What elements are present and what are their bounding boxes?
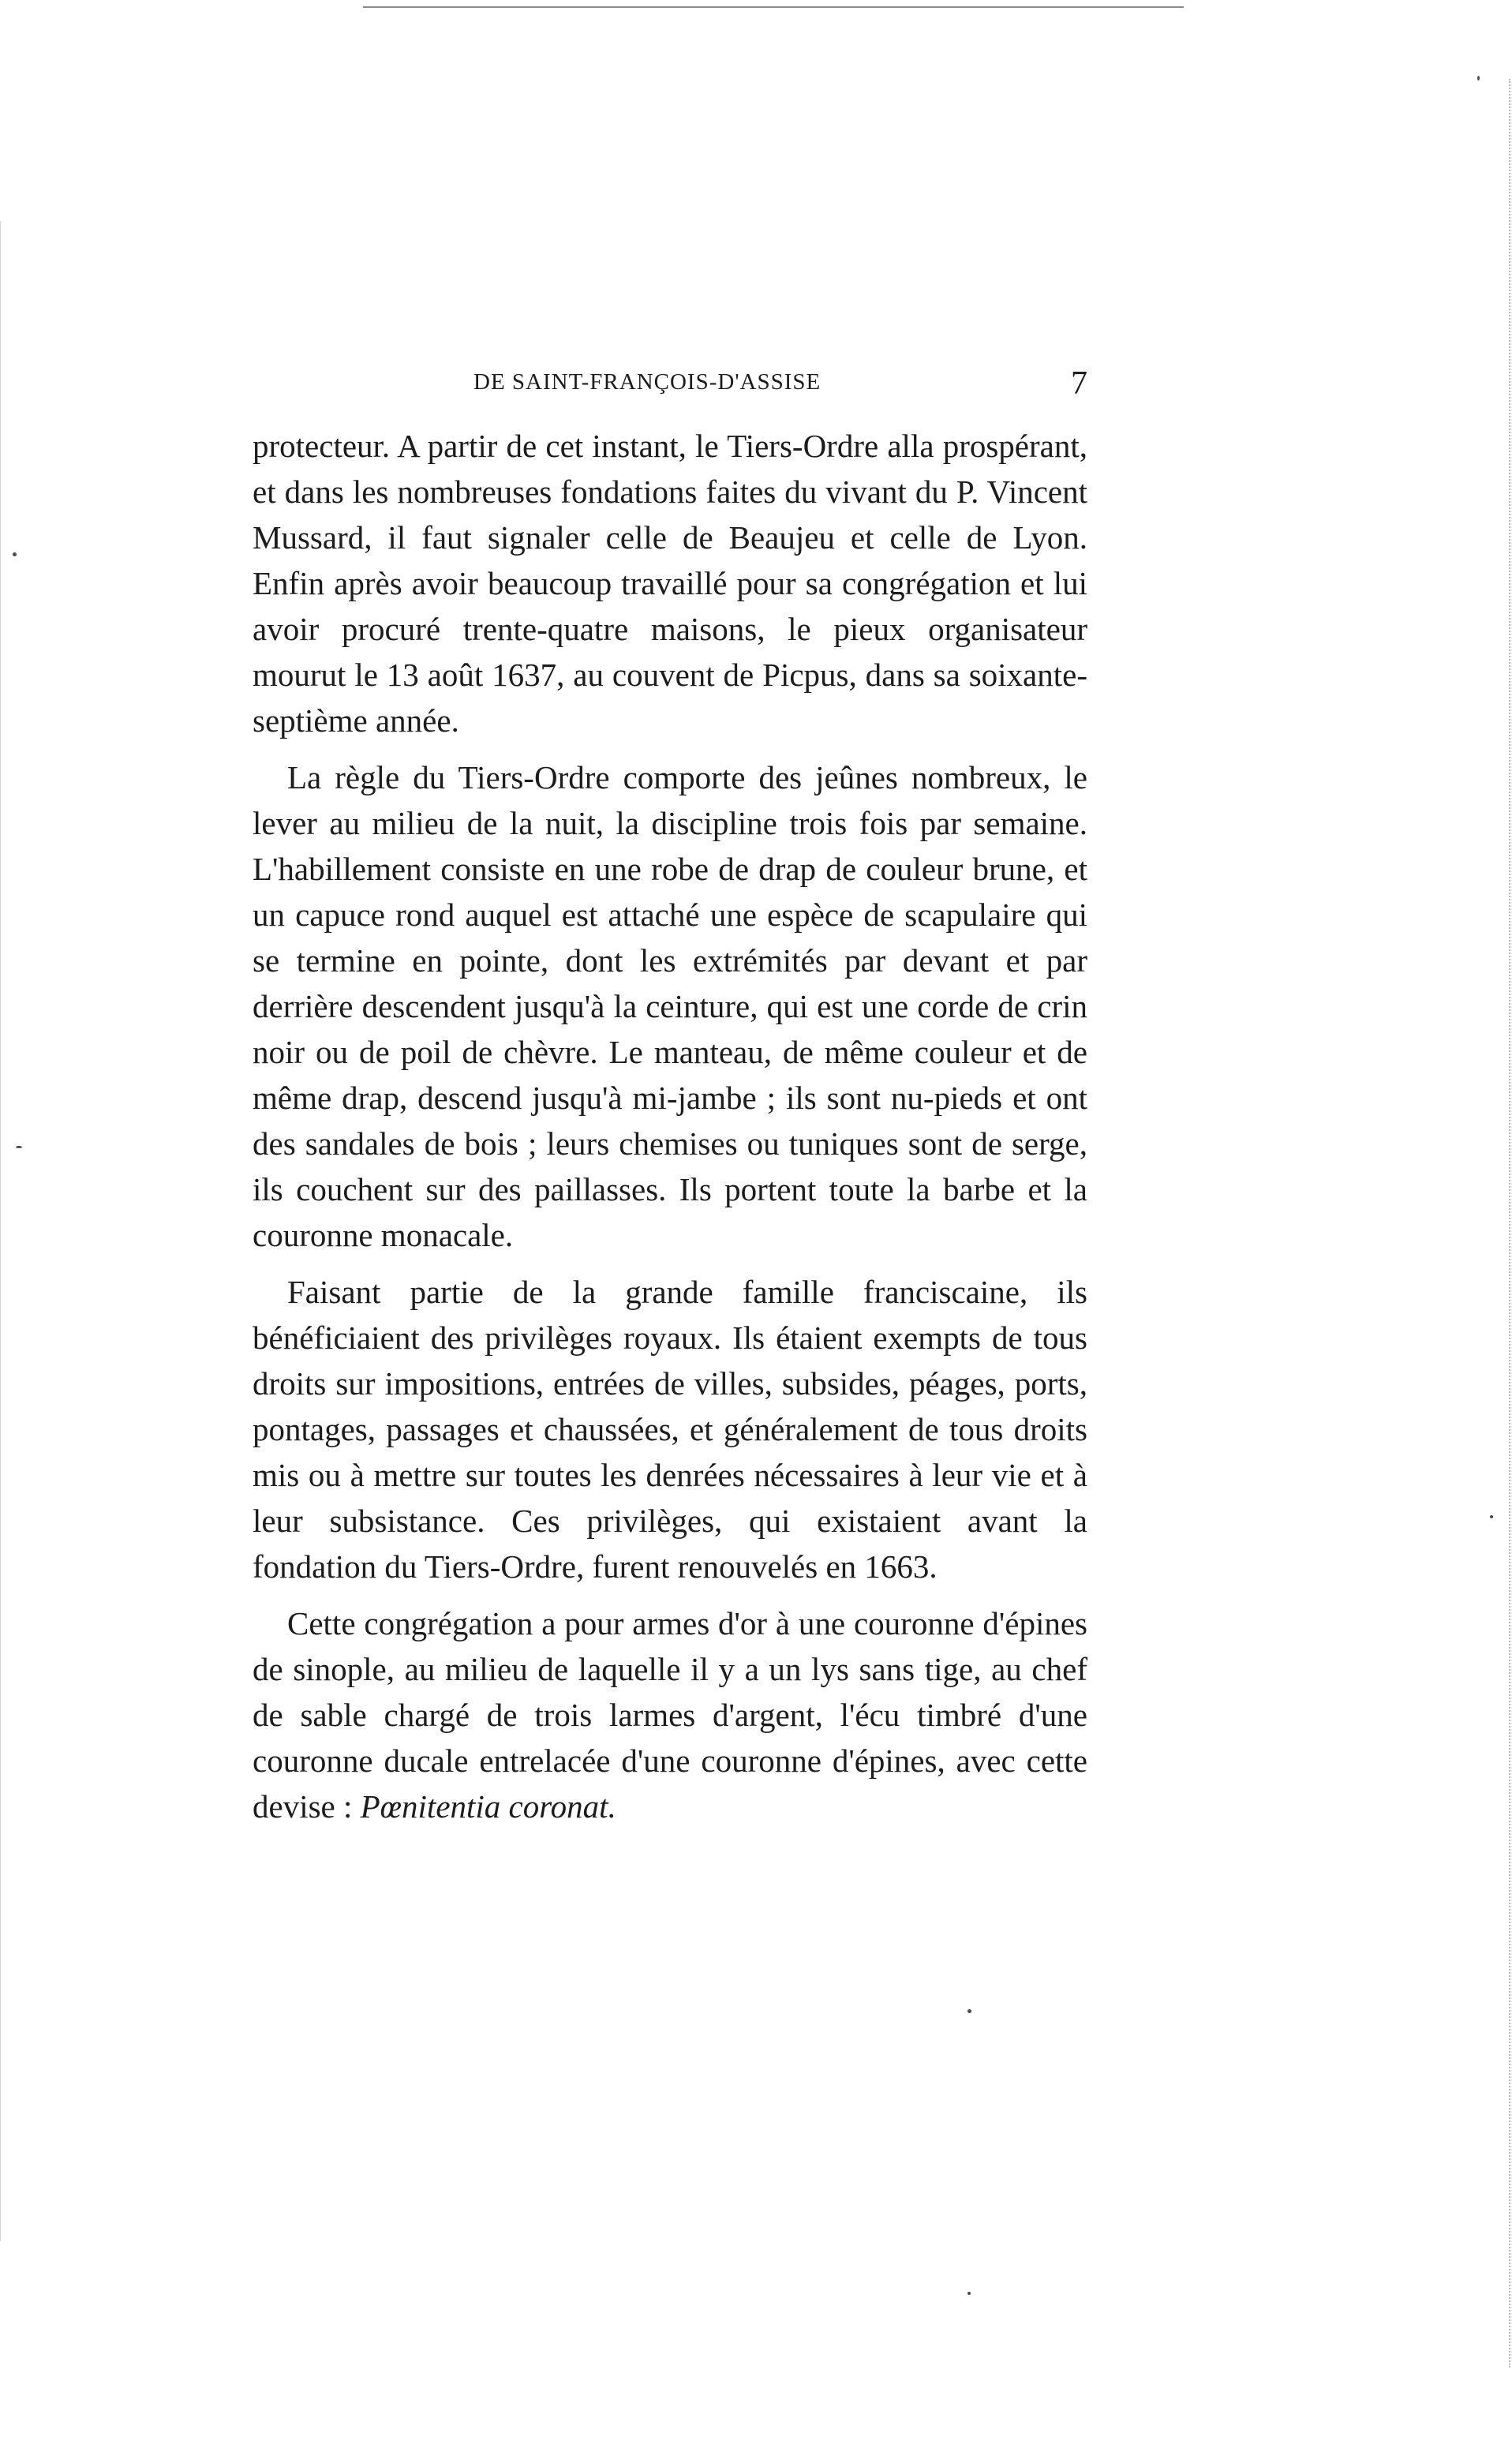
- scan-speck: [1477, 76, 1480, 80]
- scan-speck: [967, 2009, 971, 2013]
- running-title: DE SAINT-FRANÇOIS-D'ASSISE: [473, 369, 821, 395]
- motto: Pœnitentia coronat.: [360, 1788, 616, 1825]
- scan-speck: [967, 2292, 971, 2295]
- paragraph: protecteur. A partir de cet instant, le Tiers-Ordre alla prospérant, et dans les nombreuses fondations faites du vivant du P. Vincent Mussard, il faut signaler celle de Beaujeu et celle de Lyon. Enfin après avoir beaucoup travaillé pour sa congrégation et lui avoir procuré trente-quatre maisons, le pieux organisateur mourut le 13 août 1637, au couvent de Picpus, dans sa soixante-septième année.: [253, 428, 1087, 739]
- scan-speck: [13, 552, 17, 556]
- scan-left-edge: [0, 221, 1, 2241]
- paragraph: La règle du Tiers-Ordre comporte des jeûnes nombreux, le lever au milieu de la nuit, la discipline trois fois par semaine. L'habillement consiste en une robe de drap de couleur brune, et un capuce rond auquel est attaché une espèce de scapulaire qui se termine en pointe, dont les extrémités par devant et par derrière descendent jusqu'à la ceinture, qui est une corde de crin noir ou de poil de chèvre. Le manteau, de même couleur et de même drap, descend jusqu'à mi-jambe ; ils sont nu-pieds et ont des sandales de bois ; leurs chemises ou tuniques sont de serge, ils couchent sur des paillasses. Ils portent toute la barbe et la couronne monacale.: [253, 759, 1087, 1253]
- scan-speck: [16, 1146, 22, 1148]
- scan-right-edge: [1509, 79, 1510, 2368]
- paragraph: [253, 1600, 1087, 1829]
- scan-top-rule: [363, 6, 1184, 8]
- scan-speck: [1490, 1515, 1493, 1518]
- body-text: [253, 423, 1087, 1840]
- page-number: 7: [1071, 365, 1087, 402]
- paragraph-text: Cette congrégation a pour armes d'or à une couronne d'épines de sinople, au milieu de laquelle il y a un lys sans tige, au chef de sable chargé de trois larmes d'argent, l'écu timbré d'une couronne ducale entrelacée d'une couronne d'épines, avec cette devise :: [253, 1605, 1087, 1825]
- paragraph: Faisant partie de la grande famille franciscaine, ils bénéficiaient des privilèges royaux. Ils étaient exempts de tous droits sur impositions, entrées de villes, subsides, péages, ports, pontages, passages et chaussées, et généralement de tous droits mis ou à mettre sur toutes les denrées nécessaires à leur vie et à leur subsistance. Ces privilèges, qui existaient avant la fondation du Tiers-Ordre, furent renouvelés en 1663.: [253, 1274, 1087, 1585]
- running-head: [253, 365, 1087, 404]
